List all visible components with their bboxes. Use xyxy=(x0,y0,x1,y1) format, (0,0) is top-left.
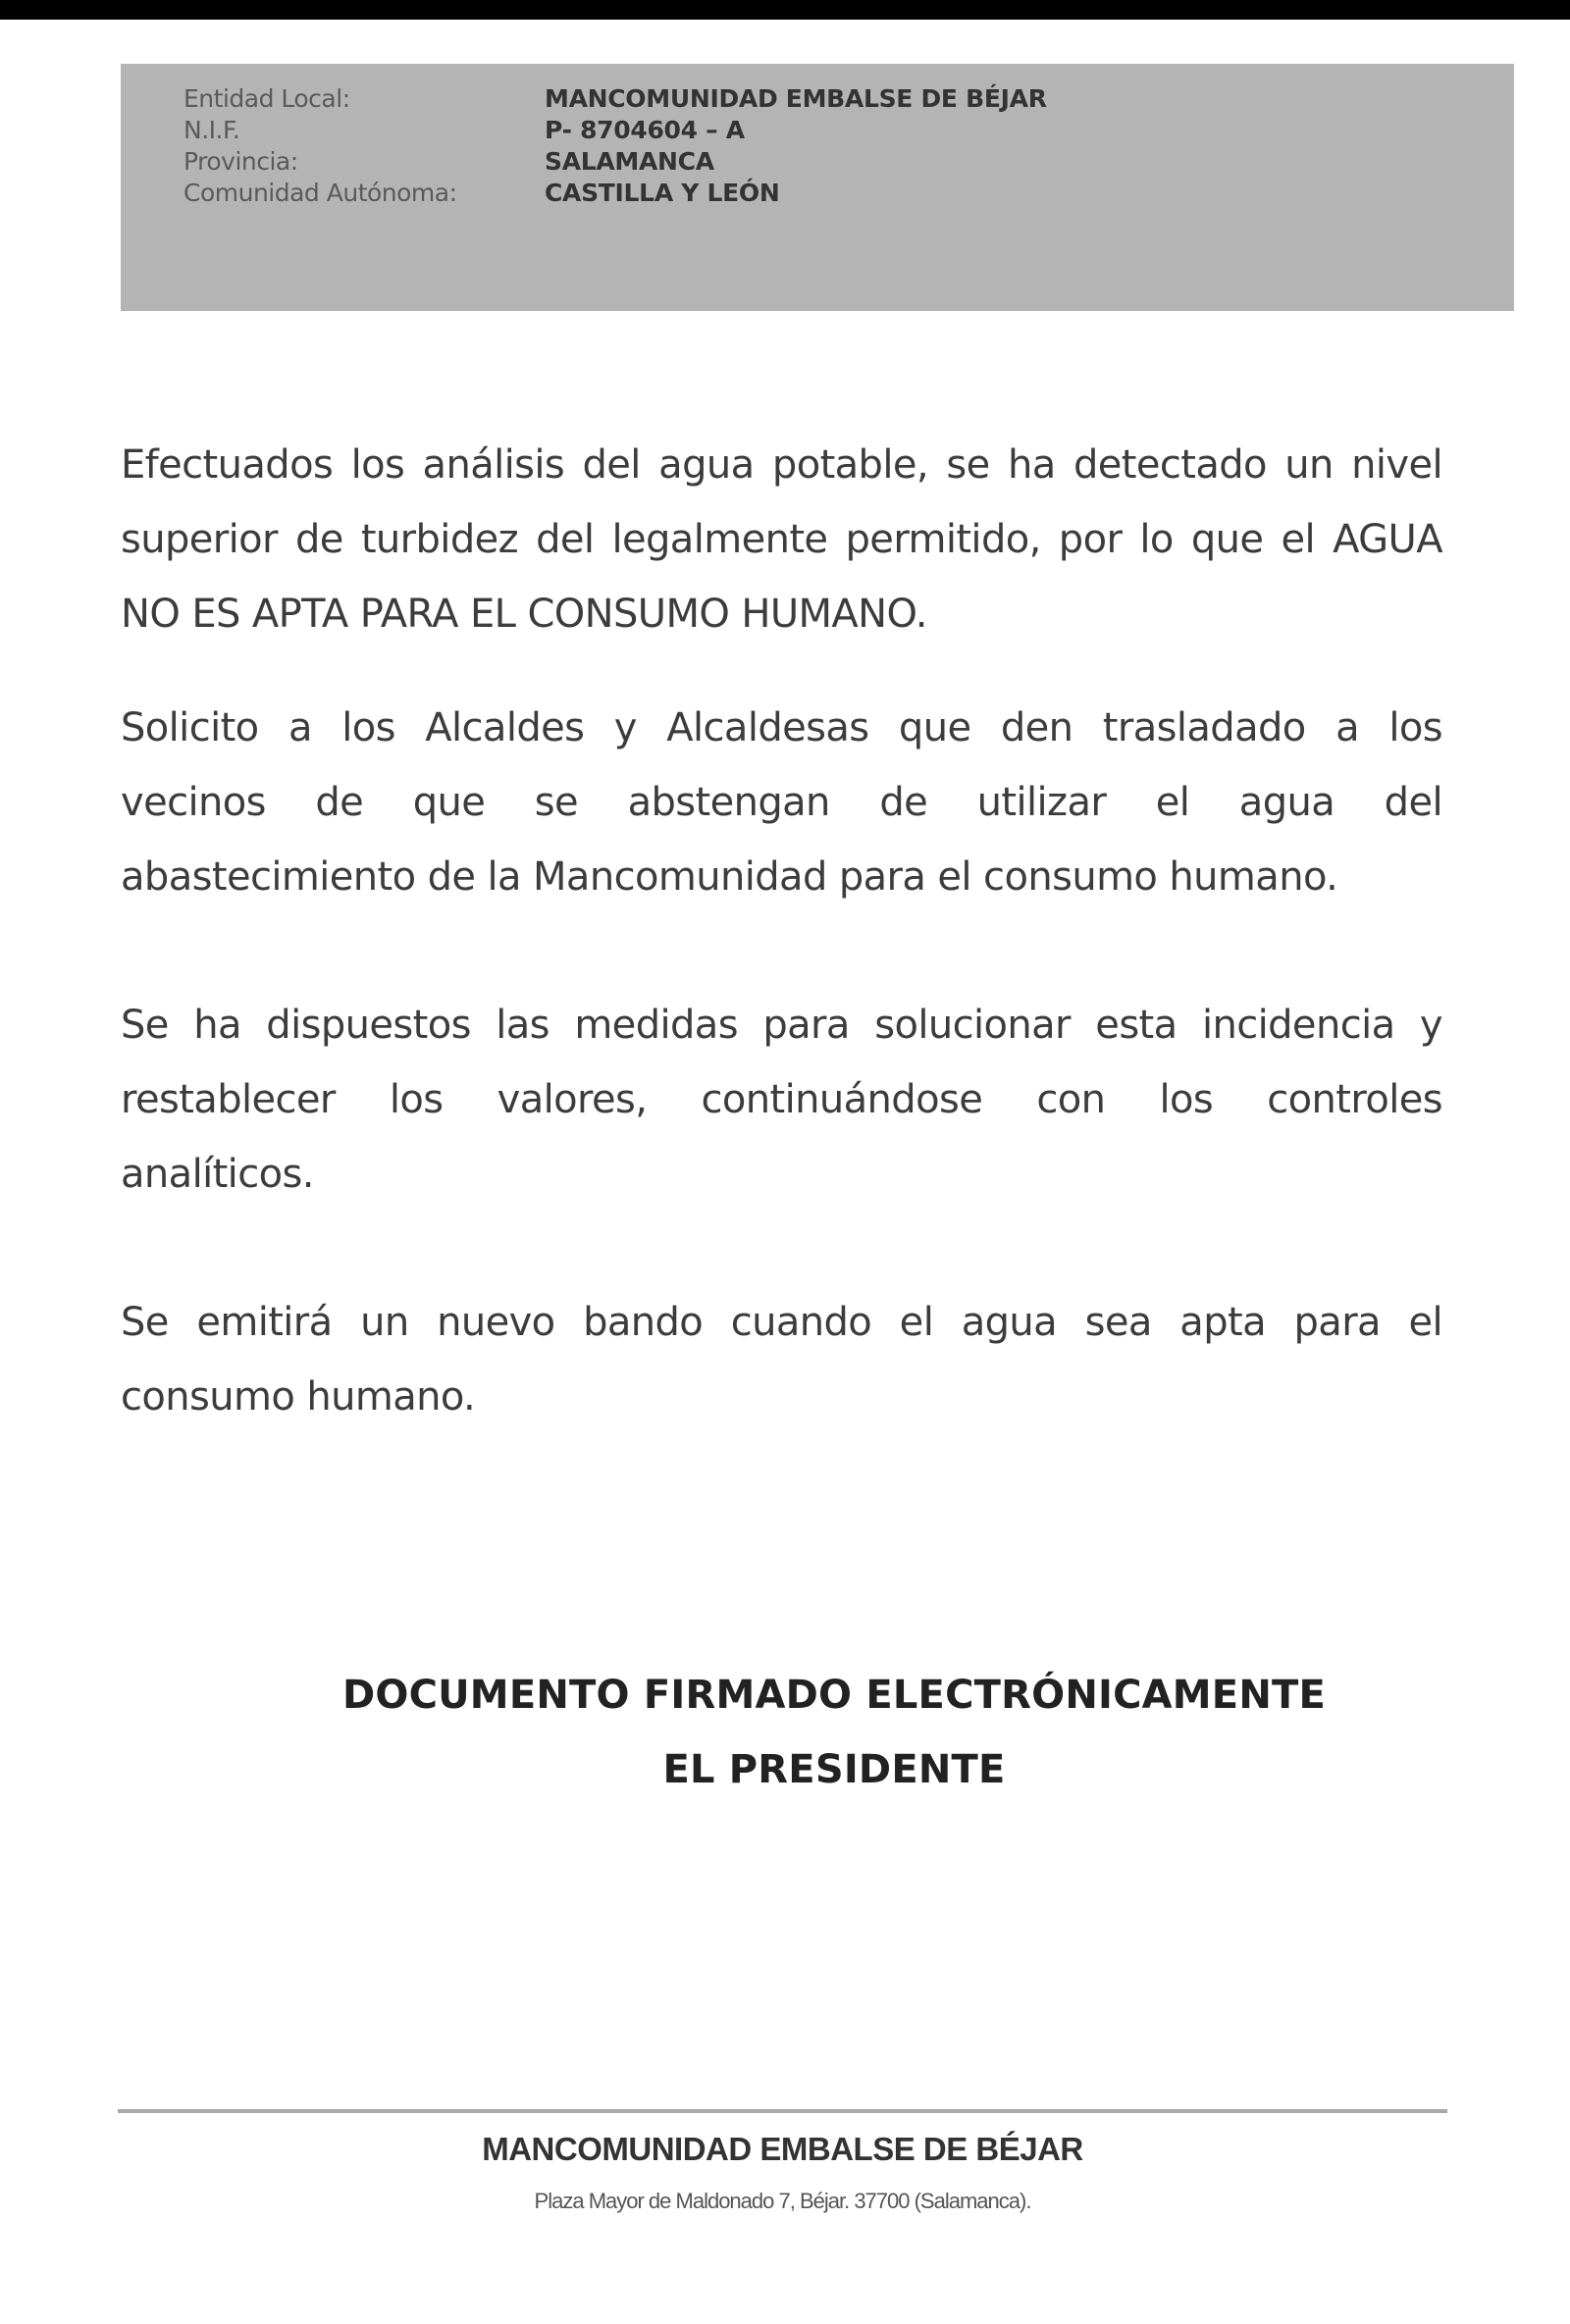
nif-value: P- 8704604 – A xyxy=(545,116,745,144)
paragraph-line: Efectuados los análisis del agua potable, se ha detectado un nivel xyxy=(121,442,1442,488)
paragraph-line: consumo humano. xyxy=(121,1374,476,1420)
paragraph-request xyxy=(121,691,1442,914)
paragraph-line: abastecimiento de la Mancomunidad para el consumo humano. xyxy=(121,854,1338,900)
nif-label: N.I.F. xyxy=(183,116,240,144)
signature-statement: DOCUMENTO FIRMADO ELECTRÓNICAMENTE xyxy=(341,1673,1327,1718)
paragraph-line: Se ha dispuestos las medidas para solucionar esta incidencia y xyxy=(121,1003,1442,1048)
paragraph-line: restablecer los valores, continuándose con los controles xyxy=(121,1077,1442,1122)
paragraph-measures xyxy=(121,988,1442,1212)
paragraph-analysis xyxy=(121,428,1442,651)
paragraph-line: Solicito a los Alcaldes y Alcaldesas que den trasladado a los xyxy=(121,705,1442,750)
paragraph-line: superior de turbidez del legalmente permitido, por lo que el AGUA xyxy=(121,517,1442,562)
entity-label: Entidad Local: xyxy=(183,84,350,113)
paragraph-line: NO ES APTA PARA EL CONSUMO HUMANO. xyxy=(121,592,927,637)
footer-address: Plaza Mayor de Maldonado 7, Béjar. 37700 (Salamanca). xyxy=(534,2189,1031,2213)
region-value: CASTILLA Y LEÓN xyxy=(545,179,780,207)
paragraph-line: Se emitirá un nuevo bando cuando el agua sea apta para el xyxy=(121,1300,1442,1345)
signature-role: EL PRESIDENTE xyxy=(662,1747,1006,1792)
entity-value: MANCOMUNIDAD EMBALSE DE BÉJAR xyxy=(545,84,1047,113)
province-label: Provincia: xyxy=(183,147,298,176)
province-value: SALAMANCA xyxy=(545,147,714,176)
paragraph-line: vecinos de que se abstengan de utilizar el agua del xyxy=(121,780,1442,825)
region-label: Comunidad Autónoma: xyxy=(183,179,457,207)
paragraph-line: analíticos. xyxy=(121,1152,314,1197)
paragraph-new-notice xyxy=(121,1285,1442,1434)
footer-divider xyxy=(118,2109,1447,2113)
footer-title: MANCOMUNIDAD EMBALSE DE BÉJAR xyxy=(482,2131,1083,2167)
entity-info-box xyxy=(121,64,1514,311)
top-black-bar xyxy=(0,0,1570,20)
